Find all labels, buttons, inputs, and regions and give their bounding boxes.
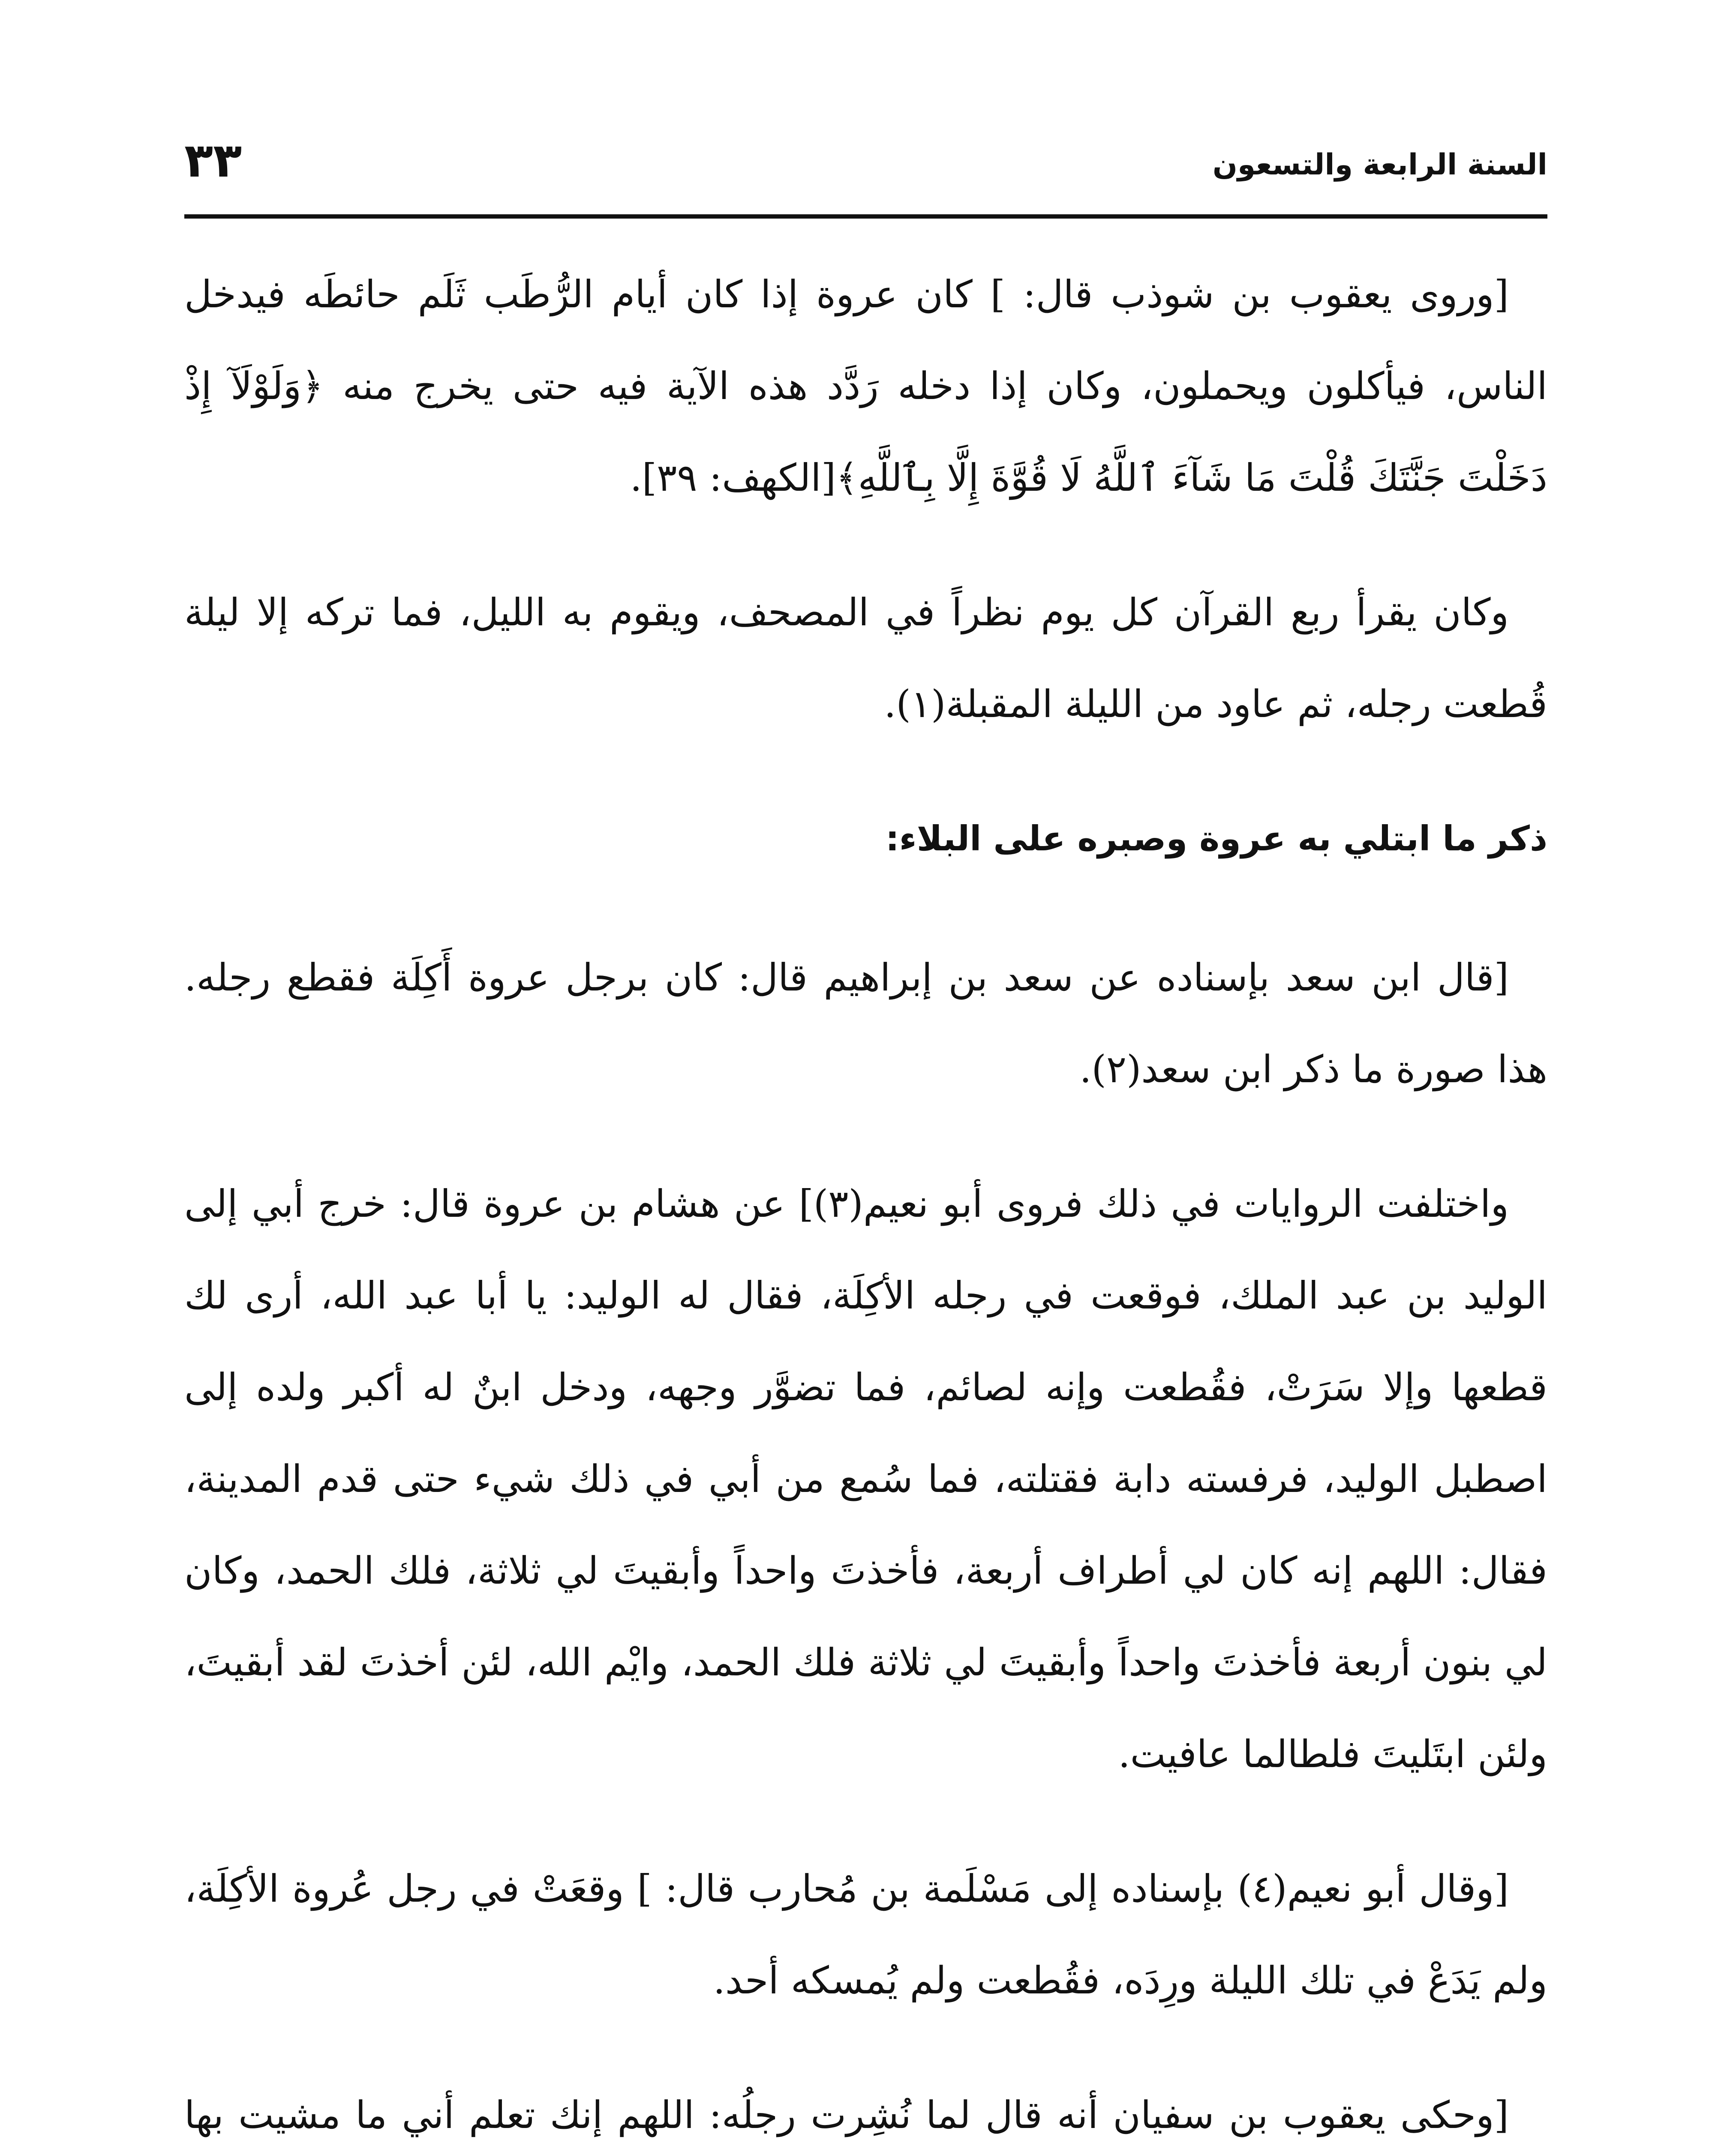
running-title: السنة الرابعة والتسعون <box>1212 148 1547 182</box>
paragraph: واختلفت الروايات في ذلك فروى أبو نعيم(٣)] عن هشام بن عروة قال: خرج أبي إلى الوليد بن عبد الملك، فوقعت في رجله الأكِلَة، فقال له الوليد: يا أبا عبد الله، أرى لك قطعها وإلا سَرَتْ، فقُطعت وإنه لصائم، فما تضوَّر وجهه، ودخل ابنٌ له أكبر ولده إلى اصطبل الوليد، فرفسته دابة فقتلته، فما سُمع من أبي في ذلك شيء حتى قدم المدينة، فقال: اللهم إنه كان لي أطراف أربعة، فأخذتَ واحداً وأبقيتَ لي ثلاثة، فلك الحمد، وكان لي بنون أربعة فأخذتَ واحداً وأبقيتَ لي ثلاثة فلك الحمد، وايْم الله، لئن أخذتَ لقد أبقيتَ، ولئن ابتَليتَ فلطالما عافيت. <box>184 1182 1547 1776</box>
page-header <box>184 129 1547 219</box>
paragraph: وكان يقرأ ربع القرآن كل يوم نظراً في المصحف، ويقوم به الليل، فما تركه إلا ليلة قُطعت رجله، ثم عاود من الليلة المقبلة(١). <box>184 590 1547 726</box>
paragraph: [وروى يعقوب بن شوذب قال: ] كان عروة إذا كان أيام الرُّطَب ثَلَم حائطَه فيدخل الناس، فيأكلون ويحملون، وكان إذا دخله رَدَّد هذه الآية فيه حتى يخرج منه ﴿وَلَوْلَآ إِذْ دَخَلْتَ جَنَّتَكَ قُلْتَ مَا شَآءَ ٱللَّهُ لَا قُوَّةَ إِلَّا بِٱللَّهِ﴾[الكهف: ٣٩]. <box>184 272 1547 500</box>
paragraph: [قال ابن سعد بإسناده عن سعد بن إبراهيم قال: كان برجل عروة أَكِلَة فقطع رجله. هذا صورة ما ذكر ابن سعد(٢). <box>184 955 1547 1091</box>
paragraph: [وقال أبو نعيم(٤) بإسناده إلى مَسْلَمة بن مُحارب قال: ] وقعَتْ في رجل عُروة الأكِلَة، ولم يَدَعْ في تلك الليلة ورِدَه، فقُطعت ولم يُمسكه أحد. <box>184 1867 1547 2002</box>
section-heading: ذكر ما ابتلي به عروة وصبره على البلاء: <box>885 819 1547 858</box>
main-text <box>184 249 1547 2143</box>
page-number: ٣٣ <box>184 133 242 188</box>
paragraph: [وحكى يعقوب بن سفيان أنه قال لما نُشِرت رجلُه: اللهم إنك تعلم أني ما مشيت بها <box>184 2093 1509 2137</box>
